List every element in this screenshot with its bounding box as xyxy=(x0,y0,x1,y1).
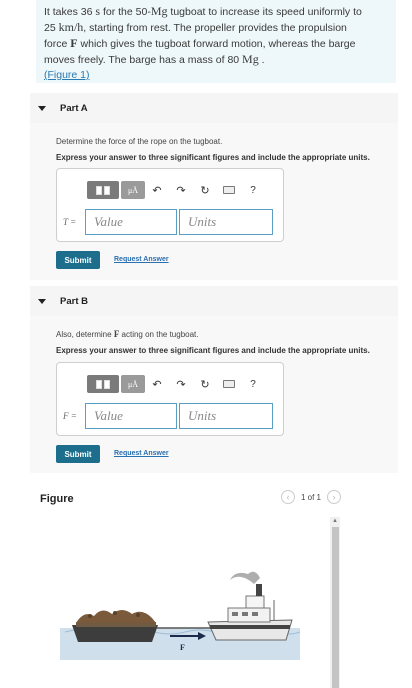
reset-icon[interactable]: ↻ xyxy=(200,378,210,391)
help-icon[interactable]: ? xyxy=(250,184,256,196)
figure-scrollbar-thumb[interactable] xyxy=(332,527,339,688)
units-symbol-button[interactable]: μÅ xyxy=(121,181,145,199)
next-figure-button[interactable]: › xyxy=(327,490,341,504)
part-a-title: Part A xyxy=(60,102,88,114)
scroll-up-icon[interactable]: ▲ xyxy=(332,518,338,524)
part-b-question: Also, determine F acting on the tugboat. xyxy=(56,329,199,339)
part-b-units-input[interactable] xyxy=(179,403,273,429)
part-b-header[interactable] xyxy=(30,286,398,316)
part-a-question: Determine the force of the rope on the tugboat. xyxy=(56,137,223,146)
part-b-variable-label: F = xyxy=(63,411,77,421)
part-a-header[interactable] xyxy=(30,93,398,123)
redo-icon[interactable]: ↷ xyxy=(176,378,186,391)
part-b-answer-box xyxy=(56,362,284,436)
problem-statement: It takes 36 s for the 50-Mg tugboat to increase its speed uniformly to 25 km/h, starting from rest. The propeller provides the propulsion force F which gives the tugboat forward motion, whereas the barge moves freely. The barge has a mass of 80 Mg . (Figure 1) xyxy=(36,0,396,83)
templates-button[interactable] xyxy=(87,375,119,393)
part-a-toolbar xyxy=(87,181,265,199)
part-b-title: Part B xyxy=(60,295,88,307)
figure-page-indicator: 1 of 1 xyxy=(300,492,321,502)
smoke xyxy=(230,572,260,584)
part-b-body xyxy=(30,316,398,473)
figure-link[interactable]: (Figure 1) xyxy=(44,69,90,81)
part-a-units-input[interactable] xyxy=(179,209,273,235)
part-b-instruction: Express your answer to three significant figures and include the appropriate units. xyxy=(56,346,370,355)
caret-down-icon xyxy=(38,106,46,111)
caret-down-icon xyxy=(38,299,46,304)
part-b-toolbar xyxy=(87,375,265,393)
figure-title: Figure xyxy=(40,493,74,505)
part-a-value-input[interactable] xyxy=(85,209,177,235)
part-b-submit-button[interactable]: Submit xyxy=(56,445,100,463)
part-b-value-input[interactable] xyxy=(85,403,177,429)
prev-figure-button[interactable]: ‹ xyxy=(281,490,295,504)
reset-icon[interactable]: ↻ xyxy=(200,184,210,197)
force-label: F xyxy=(180,643,185,652)
keyboard-icon[interactable] xyxy=(217,181,241,199)
figure-pager xyxy=(281,490,341,504)
keyboard-icon[interactable] xyxy=(217,375,241,393)
part-a-answer-box xyxy=(56,168,284,242)
tugboat-barge-illustration xyxy=(60,570,300,660)
part-a-body xyxy=(30,123,398,280)
part-a-submit-button[interactable]: Submit xyxy=(56,251,100,269)
tugboat xyxy=(208,572,292,640)
undo-icon[interactable]: ↶ xyxy=(152,378,162,391)
redo-icon[interactable]: ↷ xyxy=(176,184,186,197)
undo-icon[interactable]: ↶ xyxy=(152,184,162,197)
part-a-request-answer-link[interactable]: Request Answer xyxy=(114,256,169,263)
part-a-variable-label: T = xyxy=(63,217,77,227)
barge xyxy=(72,610,158,642)
help-icon[interactable]: ? xyxy=(250,378,256,390)
units-symbol-button[interactable]: μÅ xyxy=(121,375,145,393)
templates-button[interactable] xyxy=(87,181,119,199)
part-a-instruction: Express your answer to three significant figures and include the appropriate units. xyxy=(56,153,370,162)
figure-header xyxy=(40,490,345,508)
part-b-request-answer-link[interactable]: Request Answer xyxy=(114,450,169,457)
